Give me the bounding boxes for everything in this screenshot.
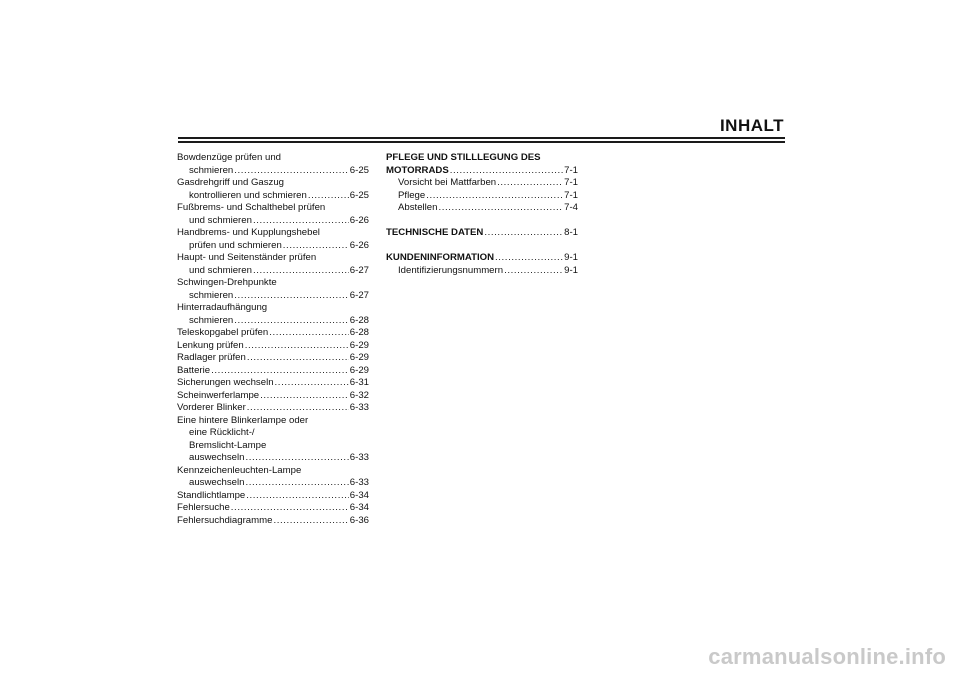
toc-entry-label: Gasdrehgriff und Gaszug bbox=[177, 177, 285, 188]
header-rule-bottom bbox=[178, 141, 785, 143]
toc-entry-label: eine Rücklicht-/ bbox=[189, 427, 255, 438]
dot-leader bbox=[273, 515, 348, 528]
section-spacer bbox=[386, 215, 578, 228]
toc-entry-label: Vorderer Blinker bbox=[177, 402, 246, 413]
toc-entry-label: Lenkung prüfen bbox=[177, 339, 244, 351]
toc-entry-label: Radlager prüfen bbox=[177, 352, 246, 363]
toc-entry-line bbox=[177, 252, 369, 265]
toc-entry-label: und schmieren bbox=[189, 214, 252, 226]
toc-entry-line bbox=[177, 377, 369, 390]
toc-entry-line bbox=[177, 415, 369, 428]
toc-entry-label: Kennzeichenleuchten-Lampe bbox=[177, 464, 302, 476]
header-rule-top bbox=[178, 137, 785, 139]
dot-leader bbox=[269, 327, 349, 340]
toc-section[interactable] bbox=[386, 252, 578, 277]
toc-section-title-line bbox=[386, 252, 578, 265]
toc-entry-label: schmieren bbox=[189, 314, 234, 326]
dot-leader bbox=[211, 365, 349, 378]
toc-entry[interactable] bbox=[177, 515, 369, 528]
toc-section-title: KUNDENINFORMATION bbox=[386, 252, 495, 263]
toc-page-number: 6-26 bbox=[349, 239, 369, 251]
toc-entry-line bbox=[177, 365, 369, 378]
dot-leader bbox=[308, 190, 349, 203]
toc-entry-line bbox=[177, 352, 369, 365]
toc-page-number: 6-31 bbox=[349, 377, 369, 388]
toc-entry[interactable] bbox=[177, 377, 369, 390]
dot-leader bbox=[260, 390, 349, 403]
toc-section-title-line bbox=[386, 165, 578, 178]
toc-entry-line bbox=[177, 152, 369, 165]
toc-page-number: 6-34 bbox=[349, 489, 369, 501]
toc-entry[interactable] bbox=[177, 415, 369, 465]
toc-subentry[interactable] bbox=[386, 202, 578, 215]
toc-section-title: TECHNISCHE DATEN bbox=[386, 227, 484, 238]
toc-entry-label: auswechseln bbox=[189, 452, 245, 463]
dot-leader bbox=[234, 165, 349, 178]
toc-page-number: 6-33 bbox=[349, 402, 369, 413]
dot-leader bbox=[426, 190, 563, 203]
toc-entry[interactable] bbox=[177, 465, 369, 490]
toc-entry-label: Batterie bbox=[177, 364, 211, 376]
dot-leader bbox=[247, 402, 349, 415]
toc-page-number: 9-1 bbox=[564, 252, 578, 263]
page-title: INHALT bbox=[719, 116, 784, 135]
toc-entry-label: prüfen und schmieren bbox=[189, 239, 282, 251]
toc-page-number: 9-1 bbox=[564, 264, 578, 276]
toc-page-number: 6-28 bbox=[349, 327, 369, 338]
toc-entry-line bbox=[177, 477, 369, 490]
toc-page-number: 7-1 bbox=[564, 164, 578, 176]
toc-section-title-line bbox=[386, 152, 578, 165]
toc-entry-line bbox=[177, 265, 369, 278]
toc-entry-line bbox=[177, 177, 369, 190]
toc-entry-label: Handbrems- und Kupplungshebel bbox=[177, 227, 320, 238]
toc-entry[interactable] bbox=[177, 202, 369, 227]
toc-entry-line bbox=[177, 302, 369, 315]
toc-entry-label: Standlichtlampe bbox=[177, 489, 246, 501]
dot-leader bbox=[275, 377, 349, 390]
toc-entry-label: kontrollieren und schmieren bbox=[189, 189, 307, 201]
toc-entry[interactable] bbox=[177, 365, 369, 378]
dot-leader bbox=[504, 265, 563, 278]
toc-entry-line bbox=[177, 427, 369, 440]
toc-section-title: MOTORRADS bbox=[386, 164, 449, 176]
toc-right-column bbox=[386, 152, 578, 277]
toc-entry[interactable] bbox=[177, 302, 369, 327]
toc-entry[interactable] bbox=[177, 340, 369, 353]
toc-entry-line bbox=[177, 165, 369, 178]
toc-entry[interactable] bbox=[177, 252, 369, 277]
toc-section[interactable] bbox=[386, 227, 578, 240]
toc-entry-label: Fußbrems- und Schalthebel prüfen bbox=[177, 202, 326, 213]
watermark: carmanualsonline.info bbox=[708, 644, 946, 669]
dot-leader bbox=[245, 452, 348, 465]
toc-entry-label: Scheinwerferlampe bbox=[177, 389, 260, 401]
toc-subentry-label: Pflege bbox=[398, 189, 426, 201]
toc-entry-line bbox=[177, 290, 369, 303]
toc-entry-label: und schmieren bbox=[189, 264, 252, 276]
toc-page-number: 6-33 bbox=[349, 477, 369, 488]
toc-entry[interactable] bbox=[177, 227, 369, 252]
toc-page-number: 6-32 bbox=[349, 389, 369, 401]
toc-subentry-label: Vorsicht bei Mattfarben bbox=[398, 177, 497, 188]
dot-leader bbox=[247, 352, 349, 365]
dot-leader bbox=[438, 202, 563, 215]
toc-entry-line bbox=[177, 202, 369, 215]
toc-page-number: 6-28 bbox=[349, 314, 369, 326]
toc-subentry[interactable] bbox=[386, 190, 578, 203]
dot-leader bbox=[234, 315, 349, 328]
toc-entry-label: Bowdenzüge prüfen und bbox=[177, 152, 282, 163]
toc-entry-label: Sicherungen wechseln bbox=[177, 377, 274, 388]
dot-leader bbox=[484, 227, 563, 240]
dot-leader bbox=[497, 177, 563, 190]
toc-entry-line bbox=[177, 215, 369, 228]
dot-leader bbox=[253, 215, 349, 228]
dot-leader bbox=[253, 265, 349, 278]
toc-entry-line bbox=[177, 327, 369, 340]
toc-page-number: 7-1 bbox=[564, 189, 578, 201]
toc-subentry[interactable] bbox=[386, 177, 578, 190]
toc-entry-line bbox=[177, 315, 369, 328]
dot-leader bbox=[495, 252, 563, 265]
toc-entry-line bbox=[177, 277, 369, 290]
dot-leader bbox=[234, 290, 349, 303]
toc-page-number: 6-26 bbox=[349, 214, 369, 226]
toc-subentry-label: Identifizierungsnummern bbox=[398, 264, 504, 276]
toc-entry[interactable] bbox=[177, 490, 369, 503]
toc-entry-line bbox=[177, 390, 369, 403]
toc-entry[interactable] bbox=[177, 152, 369, 177]
section-spacer bbox=[386, 240, 578, 253]
toc-entry-label: Haupt- und Seitenständer prüfen bbox=[177, 252, 317, 263]
toc-page-number: 6-34 bbox=[349, 502, 369, 513]
toc-entry-label: auswechseln bbox=[189, 477, 245, 488]
toc-entry-label: Teleskopgabel prüfen bbox=[177, 327, 269, 338]
toc-section-title-line bbox=[386, 227, 578, 240]
toc-entry-label: schmieren bbox=[189, 164, 234, 176]
toc-entry-line bbox=[177, 402, 369, 415]
toc-section-title: PFLEGE UND STILLLEGUNG DES bbox=[386, 152, 541, 163]
toc-entry-line bbox=[177, 515, 369, 528]
toc-section[interactable] bbox=[386, 152, 578, 215]
dot-leader bbox=[245, 477, 348, 490]
toc-page-number: 6-25 bbox=[349, 164, 369, 176]
toc-entry[interactable] bbox=[177, 390, 369, 403]
toc-entry-label: Fehlersuchdiagramme bbox=[177, 514, 273, 526]
toc-entry-line bbox=[177, 440, 369, 453]
dot-leader bbox=[245, 340, 349, 353]
toc-entry[interactable] bbox=[177, 327, 369, 340]
toc-entry-line bbox=[177, 490, 369, 503]
toc-entry[interactable] bbox=[177, 502, 369, 515]
toc-entry-label: Fehlersuche bbox=[177, 502, 230, 513]
toc-left-column bbox=[177, 152, 369, 527]
toc-entry-line bbox=[177, 340, 369, 353]
toc-entry-line bbox=[177, 465, 369, 478]
toc-entry[interactable] bbox=[177, 277, 369, 302]
toc-page-number: 6-27 bbox=[349, 264, 369, 276]
dot-leader bbox=[231, 502, 349, 515]
toc-page-number: 6-36 bbox=[349, 514, 369, 526]
toc-entry-label: Eine hintere Blinkerlampe oder bbox=[177, 414, 309, 426]
toc-page-number: 6-33 bbox=[349, 452, 369, 463]
toc-page-number: 7-4 bbox=[564, 202, 578, 213]
toc-page-number: 6-25 bbox=[349, 189, 369, 201]
toc-entry-label: Bremslicht-Lampe bbox=[189, 439, 267, 451]
dot-leader bbox=[246, 490, 349, 503]
toc-page-number: 6-29 bbox=[349, 352, 369, 363]
toc-entry-line bbox=[177, 240, 369, 253]
toc-subentry[interactable] bbox=[386, 265, 578, 278]
toc-subentry-label: Abstellen bbox=[398, 202, 438, 213]
dot-leader bbox=[450, 165, 563, 178]
toc-page-number: 6-27 bbox=[349, 289, 369, 301]
toc-entry-label: Hinterradaufhängung bbox=[177, 302, 268, 313]
toc-page-number: 7-1 bbox=[564, 177, 578, 188]
toc-entry-line bbox=[177, 190, 369, 203]
toc-entry-label: Schwingen-Drehpunkte bbox=[177, 277, 277, 288]
toc-page-number: 6-29 bbox=[349, 339, 369, 351]
toc-entry[interactable] bbox=[177, 177, 369, 202]
toc-entry[interactable] bbox=[177, 402, 369, 415]
toc-entry[interactable] bbox=[177, 352, 369, 365]
toc-page-number: 6-29 bbox=[349, 364, 369, 376]
toc-page-number: 8-1 bbox=[564, 227, 578, 238]
toc-entry-line bbox=[177, 452, 369, 465]
toc-entry-label: schmieren bbox=[189, 289, 234, 301]
dot-leader bbox=[283, 240, 349, 253]
toc-entry-line bbox=[177, 502, 369, 515]
toc-entry-line bbox=[177, 227, 369, 240]
